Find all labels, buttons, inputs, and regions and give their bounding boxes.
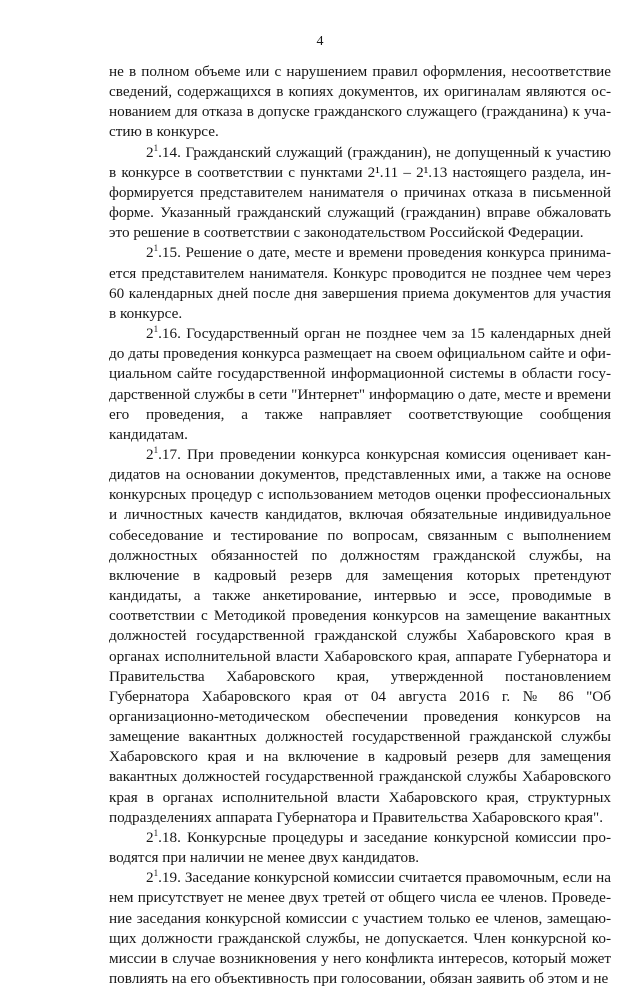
paragraph-text: Государственный орган не позднее чем за 15 календарных дней до даты проведения конкурса размещает на своем официальном сайте и официальном сайте государственной информационной системы в области государственной службы в сети "Интернет" информацию о дате, месте и времени его проведения, а также направляет соответствующие сообщения кандидатам.	[109, 325, 611, 443]
paragraph-2-1-15	[109, 243, 611, 324]
paragraph-number: $2^1.18$.	[146, 827, 181, 846]
paragraph-number: $2^1.14$.	[146, 142, 181, 161]
paragraph-text: Гражданский служащий (гражданин), не допущенный к участию в конкурсе в соответствии с пунктами 2¹.11 – 2¹.13 настоящего раздела, информируется представителем нанимателя о причинах отказа в письменной форме. Указанный гражданский служащий (гражданин) вправе обжаловать это решение в соответствии с законодательством Российской Федерации.	[109, 143, 612, 242]
paragraph-text: Конкурсные процедуры и заседание конкурсной комиссии проводятся при наличии не менее двух кандидатов.	[109, 828, 612, 867]
paragraph-2-1-19	[109, 868, 611, 989]
paragraph-2-1-17	[109, 445, 611, 828]
paragraph-number: $2^1.17$.	[146, 444, 181, 463]
paragraph-text: Решение о дате, месте и времени проведения конкурса принимается представителем нанимателя. Конкурс проводится не позднее чем через 60 календарных дней после дня завершения приема документов для участия в конкурсе.	[109, 244, 612, 322]
paragraph-number: $2^1.16$.	[146, 324, 181, 343]
document-body	[109, 62, 611, 989]
paragraph-2-1-16	[109, 324, 611, 445]
paragraph-number: $2^1.15$.	[146, 243, 181, 262]
paragraph-2-1-18	[109, 828, 611, 868]
paragraph-2-1-14	[109, 143, 611, 244]
paragraph-text: не в полном объеме или с нарушением правил оформления, несоответствие сведений, содержащихся в копиях документов, их оригиналам являются основанием для отказа в допуске гражданского служащего (гражданина) к участию в конкурсе.	[109, 63, 611, 141]
paragraph-text: Заседание конкурсной комиссии считается правомочным, если на нем присутствует не менее двух третей от общего числа ее членов. Проведение заседания конкурсной комиссии с участием только ее членов, замещающих должности гражданской службы, не допускается. Член конкурсной комиссии в случае возникновения у него конфликта интересов, который может повлиять на его объективность при голосовании, обязан заявить об этом и не	[109, 869, 611, 988]
paragraph-text: При проведении конкурса конкурсная комиссия оценивает кандидатов на основании документов, представленных ими, а также на основе конкурсных процедур с использованием методов оценки профессиональных и личностных качеств кандидатов, включая обязательные индивидуальное собеседование и тестирование по вопросам, связанным с выполнением должностных обязанностей по должностям гражданской службы, на включение в кадровый резерв для замещения которых претендуют кандидаты, а также анкетирование, интервью и эссе, проводимые в соответствии с Методикой проведения конкурсов на замещение вакантных должностей государственной гражданской службы Хабаровского края в органах исполнительной власти Хабаровского края, аппарате Губернатора и Правительства Хабаровского края, утвержденной постановлением Губернатора Хабаровского края от 04 августа 2016 г. № 86 "Об организационно-методическом обеспечении проведения конкурсов на замещение вакантных должностей государственной гражданской службы Хабаровского края и на включение в кадровый резерв для замещения вакантных должностей государственной гражданской службы Хабаровского края в органах исполнительной власти Хабаровского края, структурных подразделениях аппарата Губернатора и Правительства Хабаровского края".	[109, 445, 612, 826]
paragraph-continued	[109, 62, 611, 143]
page-number: 4	[316, 34, 324, 49]
paragraph-number: $2^1.19$.	[146, 868, 181, 887]
